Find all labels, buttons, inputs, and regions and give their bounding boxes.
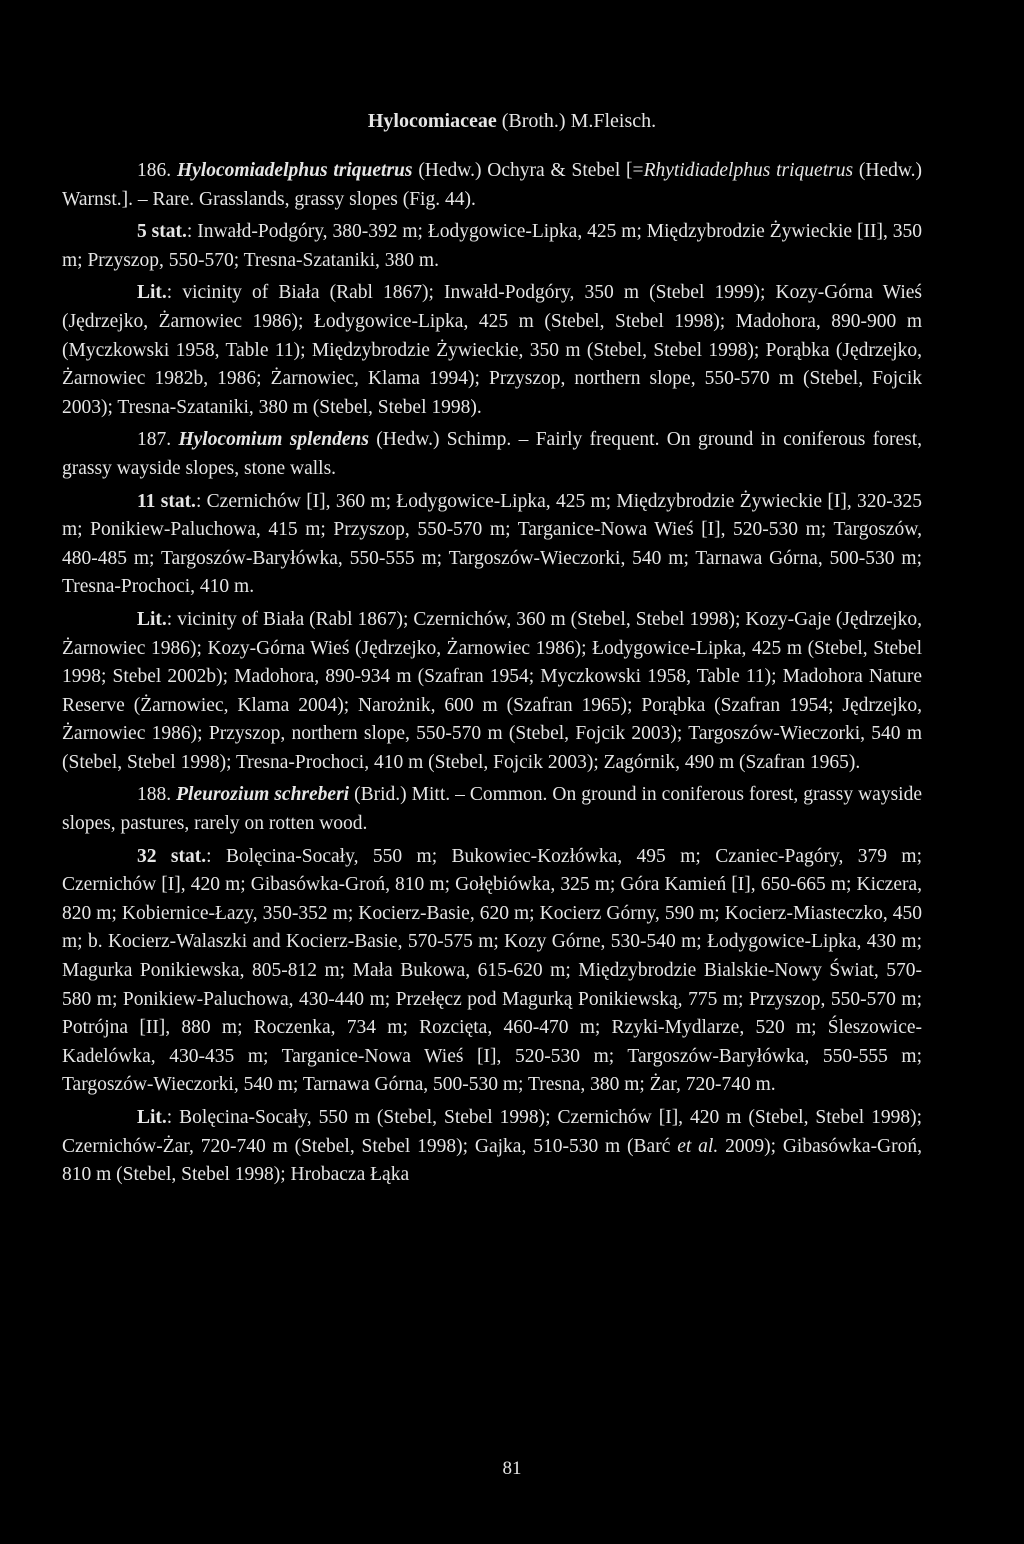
literature-text: : vicinity of Biała (Rabl 1867); Inwałd-Podgóry, 350 m (Stebel 1999); Kozy-Górna Wieś (Jędrzejko, Żarnowiec 1986); Łodygowice-Lipka, 425 m (Stebel, Stebel 1998); Madohora, 890-900 m (Myczkowski 1958, Table 11); Międzybrodzie Żywieckie, 350 m (Stebel, Stebel 1998); Porąbka (Jędrzejko, Żarnowiec 1982b, 1986; Żarnowiec, Klama 1994); Przyszop, northern slope, 550-570 m (Stebel, Fojcik 2003); Tresna-Szataniki, 380 m (Stebel, Stebel 1998). (62, 282, 922, 418)
species-number: 186. (137, 160, 172, 181)
literature-text-continued: 2009); Gibasówka-Groń, 810 m (Stebel, Stebel 1998); Hrobacza Łąka (62, 1135, 923, 1186)
family-heading (0, 109, 1024, 133)
species-name: Hylocomium splendens (178, 429, 369, 451)
literature-et-al: et al. (677, 1135, 719, 1157)
species-name: Hylocomiadelphus triquetrus (176, 160, 413, 181)
page-number: 81 (502, 1458, 522, 1479)
stations-paragraph (62, 218, 922, 275)
species-description: (Hedw.) Warnst.]. – Rare. Grasslands, grassy slopes (Fig. 44). (62, 160, 923, 210)
text-body (62, 157, 922, 1194)
stations-label: 5 stat. (137, 221, 187, 243)
family-name: Hylocomiaceae (367, 110, 497, 132)
species-number: 187. (137, 429, 172, 451)
species-entry (62, 781, 922, 838)
synonym-name: Rhytidiadelphus triquetrus (643, 160, 854, 181)
literature-label: Lit. (137, 282, 167, 304)
literature-paragraph (62, 279, 922, 422)
species-description: (Hedw.) Schimp. – Fairly frequent. On ground in coniferous forest, grassy wayside slopes, stone walls. (62, 429, 923, 479)
species-entry (62, 426, 922, 483)
literature-label: Lit. (137, 608, 167, 630)
stations-text: : Bolęcina-Socały, 550 m; Bukowiec-Kozłówka, 495 m; Czaniec-Pagóry, 379 m; Czernichów [I], 420 m; Gibasówka-Groń, 810 m; Gołębiówka, 325 m; Góra Kamień [I], 650-665 m; Kiczera, 820 m; Kobiernice-Łazy, 350-352 m; Kocierz-Basie, 620 m; Kocierz Górny, 590 m; Kocierz-Miasteczko, 450 m; b. Kocierz-Walaszki and Kocierz-Basie, 570-575 m; Kozy Górne, 530-540 m; Łodygowice-Lipka, 430 m; Magurka Ponikiewska, 805-812 m; Mała Bukowa, 615-620 m; Międzybrodzie Bialskie-Nowy Świat, 570-580 m; Ponikiew-Paluchowa, 430-440 m; Przełęcz pod Magurką Ponikiewską, 775 m; Przyszop, 550-570 m; Potrójna [II], 880 m; Roczenka, 734 m; Rozcięta, 460-470 m; Rzyki-Mydlarze, 520 m; Śleszowice-Kadelówka, 430-435 m; Targanice-Nowa Wieś [I], 520-530 m; Targoszów-Baryłówka, 550-555 m; Targoszów-Wieczorki, 540 m; Tarnawa Górna, 500-530 m; Tresna, 380 m; Żar, 720-740 m. (62, 845, 923, 1096)
species-intro: (Hedw.) Ochyra & Stebel [= (418, 160, 644, 181)
literature-paragraph (62, 606, 922, 778)
stations-text: : Inwałd-Podgóry, 380-392 m; Łodygowice-Lipka, 425 m; Międzybrodzie Żywieckie [II], 350 m; Przyszop, 550-570; Tresna-Szataniki, 380 m. (62, 221, 922, 271)
stations-paragraph (62, 843, 922, 1100)
species-description: (Brid.) Mitt. – Common. On ground in coniferous forest, grassy wayside slopes, pastures, rarely on rotten wood. (62, 784, 923, 835)
species-number: 188. (137, 784, 172, 806)
literature-text: : vicinity of Biała (Rabl 1867); Czernichów, 360 m (Stebel, Stebel 1998); Kozy-Gaje (Jędrzejko, Żarnowiec 1986); Kozy-Górna Wieś (Jędrzejko, Żarnowiec 1986); Łodygowice-Lipka, 425 m (Stebel, Stebel 1998; Stebel 2002b); Madohora, 890-934 m (Szafran 1954; Myczkowski 1958, Table 11); Madohora Nature Reserve (Żarnowiec, Klama 2004); Narożnik, 600 m (Szafran 1965); Porąbka (Szafran 1954; Jędrzejko, Żarnowiec 1986); Przyszop, northern slope, 550-570 m (Stebel, Fojcik 2003); Targoszów-Wieczorki, 540 m (Stebel, Stebel 1998); Tresna-Prochoci, 410 m (Stebel, Fojcik 2003); Zagórnik, 490 m (Szafran 1965). (62, 608, 922, 773)
stations-paragraph (62, 488, 922, 602)
literature-text: : Bolęcina-Socały, 550 m (Stebel, Stebel 1998); Czernichów [I], 420 m (Stebel, Stebel 1998); Czernichów-Żar, 720-740 m (Stebel, Stebel 1998); Gajka, 510-530 m (Barć (62, 1107, 922, 1157)
stations-text: : Czernichów [I], 360 m; Łodygowice-Lipka, 425 m; Międzybrodzie Żywieckie [I], 320-325 m; Ponikiew-Paluchowa, 415 m; Przyszop, 550-570 m; Targanice-Nowa Wieś [I], 520-530 m; Targoszów, 480-485 m; Targoszów-Baryłówka, 550-555 m; Targoszów-Wieczorki, 540 m; Tarnawa Górna, 500-530 m; Tresna-Prochoci, 410 m. (62, 490, 922, 598)
literature-paragraph (62, 1104, 922, 1190)
family-authority: (Broth.) M.Fleisch. (501, 110, 657, 132)
species-entry (62, 157, 922, 214)
stations-label: 11 stat. (137, 490, 196, 512)
literature-label: Lit. (137, 1107, 167, 1128)
stations-label: 32 stat. (137, 845, 207, 867)
species-name: Pleurozium schreberi (176, 784, 350, 806)
